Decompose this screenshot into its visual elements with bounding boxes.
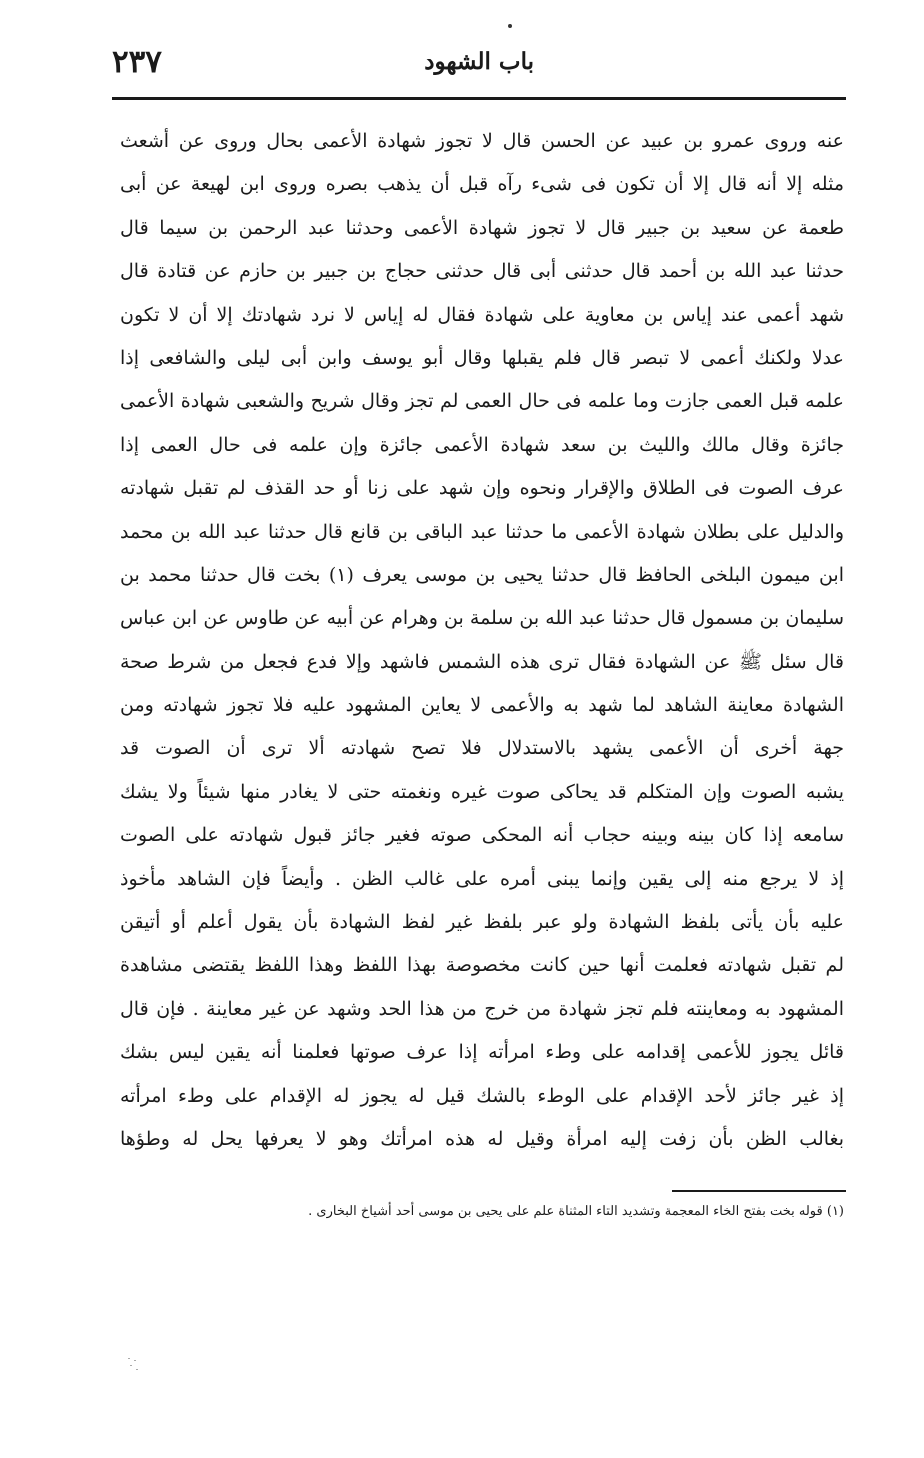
text-line: إذ غير جائز لأحد الإقدام على الوطء بالشك قيل له يجوز له الإقدام على وطء امرأته <box>120 1084 844 1107</box>
page-header <box>112 40 844 92</box>
text-line: سامعه إذا كان بينه وبينه حجاب أنه المحكى صوته فغير جائز قبول شهادته على الصوت <box>120 824 844 847</box>
header-rule <box>112 97 846 100</box>
text-line: قائل يجوز للأعمى إقدامه على وطء امرأته إذا عرف صوتها فعلمنا أنه يقين ليس بشك <box>120 1041 844 1064</box>
text-line: والدليل على بطلان شهادة الأعمى ما حدثنا عبد الباقى بن قانع قال حدثنا عبد الله بن محمد <box>120 520 844 543</box>
text-line: عنه وروى عمرو بن عبيد عن الحسن قال لا تجوز شهادة الأعمى بحال وروى عن أشعث <box>120 130 844 152</box>
text-line: سليمان بن مسمول قال حدثنا عبد الله بن سلمة بن وهرام عن أبيه عن طاوس عن ابن عباس <box>120 607 844 630</box>
text-line: بغالب الظن بأن زفت إليه امرأة وقيل له هذه امرأتك وهو لا يعرفها يحل له وطؤها <box>120 1127 844 1150</box>
print-speck <box>508 24 512 28</box>
text-line: المشهود به ومعاينته فلم تجز شهادة من خرج من هذا الحد وشهد عن غير معاينة . فإن قال <box>120 997 844 1020</box>
text-line: قال سئل ﷺ عن الشهادة فقال ترى هذه الشمس فاشهد وإلا فدع فجعل من شرط صحة <box>120 650 844 673</box>
text-line: طعمة عن سعيد بن جبير قال لا تجوز شهادة الأعمى وحدثنا عبد الرحمن بن سيما قال <box>120 216 844 239</box>
text-line: جهة أخرى أن الأعمى يشهد بالاستدلال فلا تصح شهادته ألا ترى أن الصوت قد <box>120 737 844 760</box>
text-line: يشبه الصوت وإن المتكلم قد يحاكى صوت غيره ونغمته حتى لا يغادر منها شيئاً ولا يشك <box>120 780 844 803</box>
body-text <box>120 120 844 1161</box>
chapter-title: باب الشهود <box>424 48 534 75</box>
text-line: حدثنا عبد الله بن أحمد قال حدثنى أبى قال حدثنى حجاج بن جبير بن حازم عن قتادة قال <box>120 260 844 283</box>
text-line: الشهادة معاينة الشاهد لما شهد به والأعمى لا يعاين المشهود عليه فلا تجوز شهادته ومن <box>120 694 844 717</box>
text-line: عليه بأن يأتى بلفظ الشهادة ولو عبر بلفظ غير لفظ الشهادة بأن يقول أعلم أو أتيقن <box>120 911 844 934</box>
text-line: عرف الصوت فى الطلاق والإقرار ونحوه وإن شهد على زنا أو حد القذف لم تقبل شهادته <box>120 477 844 500</box>
text-line: مثله إلا أنه قال إلا أن تكون فى شىء رآه قبل أن يذهب بصره وروى ابن لهيعة عن أبى <box>120 173 844 196</box>
text-line: إذ لا يرجع منه إلى يقين وإنما يبنى أمره على غالب الظن . وأيضاً فإن الشاهد مأخوذ <box>120 867 844 890</box>
text-line: عدلا ولكنك أعمى لا تبصر قال فلم يقبلها وقال أبو يوسف وابن أبى ليلى والشافعى إذا <box>120 346 844 369</box>
footnote: (١) قوله بخت بفتح الخاء المعجمة وتشديد التاء المثناة علم على يحيى بن موسى أحد أشياخ البخارى . <box>308 1204 844 1219</box>
text-line: شهد أعمى عند إياس بن معاوية على شهادة فقال له إياس لا نرد شهادتك إلا أن لا تكون <box>120 303 844 326</box>
text-line: علمه قبل العمى جازت وما علمه فى حال العمى لم تجز وقال شريح والشعبى شهادة الأعمى <box>120 390 844 413</box>
text-line: ابن ميمون البلخى الحافظ قال حدثنا يحيى بن موسى يعرف (١) بخت قال حدثنا محمد بن <box>120 563 844 586</box>
footnote-rule <box>672 1190 846 1192</box>
scan-specks <box>126 1356 146 1376</box>
text-line: لم تقبل شهادته فعلمت أنها حين كانت مخصوصة بهذا اللفظ وهذا اللفظ يقتضى مشاهدة <box>120 954 844 977</box>
page-number: ٢٣٧ <box>112 44 162 80</box>
text-line: جائزة وقال مالك والليث بن سعد شهادة الأعمى جائزة وإن علمه فى حال العمى إذا <box>120 433 844 456</box>
